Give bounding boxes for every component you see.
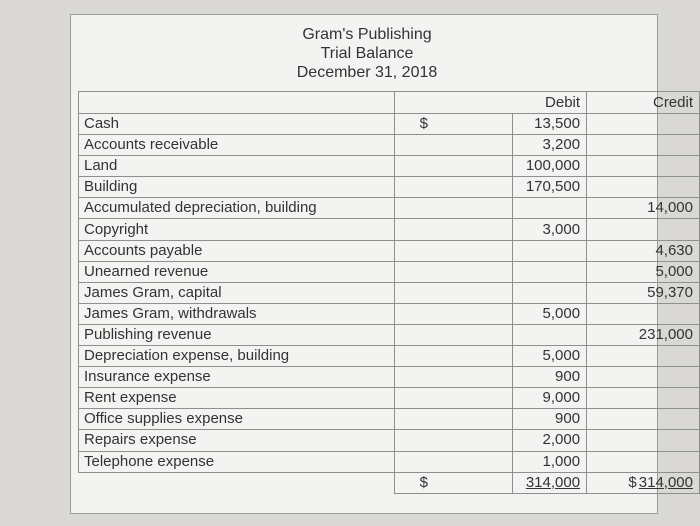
currency-cell (394, 303, 512, 324)
credit-amount: 14,000 (587, 198, 700, 219)
currency-cell (394, 388, 512, 409)
account-name: Telephone expense (79, 451, 395, 472)
table-row (79, 367, 700, 388)
debit-amount (512, 282, 586, 303)
debit-header: Debit (394, 92, 586, 114)
debit-amount: 3,000 (512, 219, 586, 240)
currency-symbol: $ (419, 115, 428, 133)
currency-cell (394, 451, 512, 472)
debit-amount (512, 261, 586, 282)
table-row (79, 409, 700, 430)
account-name: Copyright (79, 219, 395, 240)
debit-amount: 100,000 (512, 156, 586, 177)
debit-amount: 900 (512, 367, 586, 388)
debit-amount: 5,000 (512, 346, 586, 367)
column-header-row (79, 92, 700, 114)
debit-amount (512, 240, 586, 261)
currency-cell (394, 282, 512, 303)
currency-cell (394, 219, 512, 240)
total-credit-value: 314,000 (638, 473, 693, 491)
totals-credit-symbol: $ (628, 473, 637, 491)
currency-cell (394, 177, 512, 198)
credit-amount (587, 388, 700, 409)
account-name: Depreciation expense, building (79, 346, 395, 367)
table-row (79, 114, 700, 135)
currency-cell (394, 367, 512, 388)
company-name: Gram's Publishing (302, 26, 432, 43)
trial-balance-table (78, 91, 700, 494)
totals-row (79, 472, 700, 493)
totals-blank-cell (79, 472, 395, 493)
credit-amount: 59,370 (587, 282, 700, 303)
account-name: Office supplies expense (79, 409, 395, 430)
totals-debit-symbol: $ (419, 473, 428, 491)
table-row (79, 303, 700, 324)
table-row (79, 261, 700, 282)
credit-amount: 4,630 (587, 240, 700, 261)
table-row (79, 430, 700, 451)
account-name: Unearned revenue (79, 261, 395, 282)
debit-amount: 3,200 (512, 135, 586, 156)
table-row (79, 177, 700, 198)
credit-amount: 5,000 (587, 261, 700, 282)
credit-amount (587, 346, 700, 367)
account-name: James Gram, withdrawals (79, 303, 395, 324)
table-row (79, 135, 700, 156)
credit-amount (587, 177, 700, 198)
debit-amount: 2,000 (512, 430, 586, 451)
currency-cell (394, 198, 512, 219)
currency-cell (394, 114, 512, 135)
account-header-cell (79, 92, 395, 114)
credit-amount (587, 367, 700, 388)
credit-amount (587, 409, 700, 430)
table-row (79, 282, 700, 303)
total-debit (512, 472, 586, 493)
credit-amount (587, 303, 700, 324)
credit-header: Credit (587, 92, 700, 114)
credit-amount (587, 219, 700, 240)
debit-amount: 1,000 (512, 451, 586, 472)
credit-amount (587, 114, 700, 135)
currency-cell (394, 156, 512, 177)
credit-amount (587, 430, 700, 451)
debit-amount: 170,500 (512, 177, 586, 198)
table-row (79, 219, 700, 240)
debit-amount: 13,500 (512, 114, 586, 135)
total-debit-value: 314,000 (525, 473, 581, 491)
account-name: Rent expense (79, 388, 395, 409)
currency-cell (394, 261, 512, 282)
statement-date: December 31, 2018 (296, 64, 438, 81)
currency-cell (394, 346, 512, 367)
table-row (79, 451, 700, 472)
credit-amount (587, 451, 700, 472)
account-name: Land (79, 156, 395, 177)
account-name: Accounts payable (79, 240, 395, 261)
currency-cell (394, 409, 512, 430)
totals-currency-cell (394, 472, 512, 493)
currency-cell (394, 430, 512, 451)
account-name: James Gram, capital (79, 282, 395, 303)
debit-amount: 5,000 (512, 303, 586, 324)
statement-title: Trial Balance (320, 45, 414, 62)
table-row (79, 240, 700, 261)
account-name: Accumulated depreciation, building (79, 198, 395, 219)
table-row (79, 388, 700, 409)
currency-cell (394, 240, 512, 261)
table-row (79, 346, 700, 367)
table-row (79, 198, 700, 219)
table-row (79, 156, 700, 177)
debit-amount: 9,000 (512, 388, 586, 409)
debit-amount (512, 198, 586, 219)
currency-cell (394, 324, 512, 345)
account-name: Publishing revenue (79, 324, 395, 345)
credit-amount (587, 156, 700, 177)
table-row (79, 324, 700, 345)
debit-amount: 900 (512, 409, 586, 430)
account-name: Accounts receivable (79, 135, 395, 156)
total-credit (587, 472, 700, 493)
account-name: Repairs expense (79, 430, 395, 451)
account-name: Building (79, 177, 395, 198)
account-name: Insurance expense (79, 367, 395, 388)
credit-amount (587, 135, 700, 156)
credit-amount: 231,000 (587, 324, 700, 345)
debit-amount (512, 324, 586, 345)
currency-cell (394, 135, 512, 156)
account-name: Cash (79, 114, 395, 135)
